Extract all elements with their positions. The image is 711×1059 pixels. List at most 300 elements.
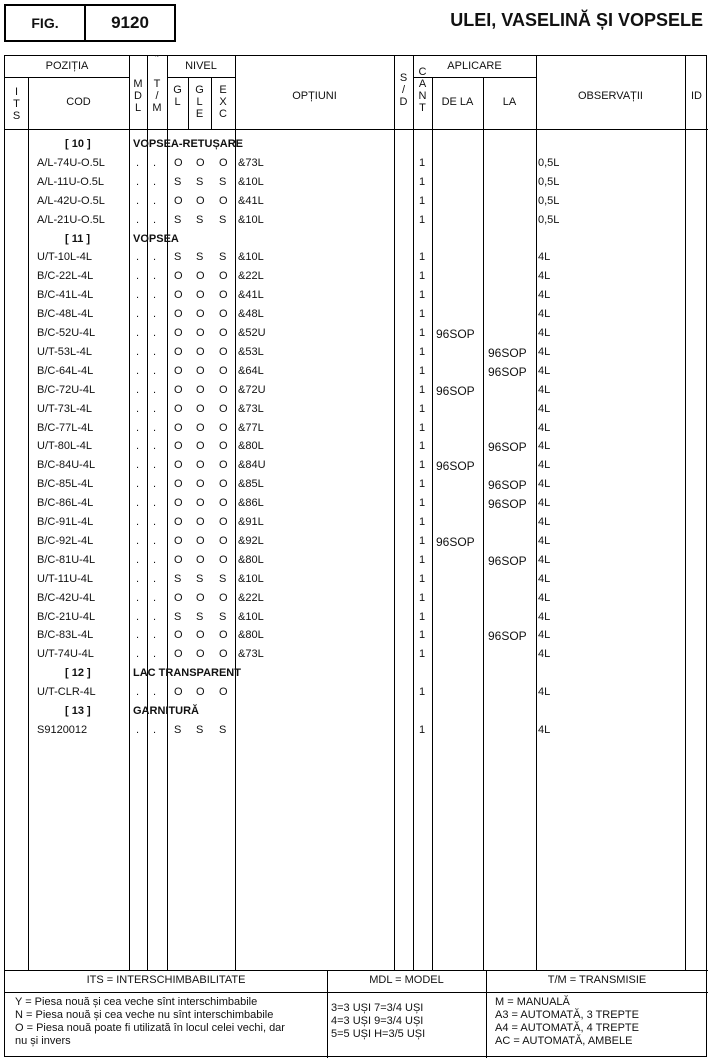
table-row (5, 626, 708, 644)
legend-mdl-line: 4=3 UȘI 9=3/4 UȘI (331, 1015, 424, 1027)
cell-gl: O (174, 459, 183, 472)
cell-mdl: . (136, 156, 140, 169)
legend-tm-line: A4 = AUTOMATĂ, 4 TREPTE (495, 1022, 639, 1034)
table-row (5, 437, 708, 455)
cell-cant: 1 (419, 534, 426, 547)
section-number: [ 11 ] (65, 232, 91, 245)
section-title: VOPSEA (133, 232, 179, 245)
header-sd: S / D (399, 72, 408, 108)
cell-gl: O (174, 440, 183, 453)
cell-tm: . (153, 440, 157, 453)
table-row (5, 645, 708, 663)
cell-observatii: 4L (538, 648, 551, 661)
cell-tm: . (153, 251, 157, 264)
legend-mdl-line: 5=5 UȘI H=3/5 UȘI (331, 1028, 426, 1040)
cell-gle: O (196, 591, 205, 604)
cell-gl: O (174, 345, 183, 358)
cell-cod: U/T-74U-4L (37, 648, 94, 661)
cell-gl: O (174, 629, 183, 642)
section-number: [ 13 ] (65, 705, 91, 717)
cell-optiuni: &77L (238, 421, 264, 434)
cell-gl: S (174, 610, 182, 623)
cell-la: 96SOP (488, 553, 527, 568)
cell-tm: . (153, 175, 157, 188)
cell-tm: . (153, 194, 157, 207)
cell-mdl: . (136, 194, 140, 207)
cell-cod: B/C-48L-4L (37, 308, 94, 321)
cell-cod: B/C-22L-4L (37, 270, 94, 283)
cell-optiuni: &10L (238, 213, 264, 226)
cell-exc: O (219, 553, 228, 566)
cell-observatii: 4L (538, 629, 551, 642)
cell-tm: . (153, 591, 157, 604)
cell-gl: S (174, 572, 182, 585)
cell-cant: 1 (419, 213, 426, 226)
parts-table (4, 55, 707, 1057)
cell-cant: 1 (419, 516, 426, 528)
cell-tm: . (153, 686, 157, 699)
cell-gl: O (174, 194, 183, 207)
cell-tm: . (153, 213, 157, 226)
cell-cant: 1 (419, 251, 426, 264)
cell-gle: O (196, 648, 205, 661)
cell-mdl: . (136, 270, 140, 283)
cell-cod: B/C-84U-4L (37, 459, 96, 472)
cell-gle: O (196, 289, 205, 302)
cell-cod: B/C-41L-4L (37, 289, 94, 302)
cell-gle: O (196, 327, 205, 339)
cell-exc: O (219, 648, 228, 661)
cell-exc: O (219, 383, 228, 396)
cell-cod: A/L-42U-O.5L (37, 194, 105, 207)
cell-tm: . (153, 629, 157, 642)
row-divider (5, 970, 708, 971)
cell-gl: S (174, 723, 182, 736)
table-row (5, 154, 708, 172)
cell-exc: O (219, 327, 228, 339)
cell-observatii: 0,5L (538, 156, 560, 169)
cell-mdl: . (136, 213, 140, 226)
cell-gl: O (174, 156, 183, 169)
cell-mdl: . (136, 421, 140, 434)
cell-cant: 1 (419, 440, 426, 453)
cell-gle: O (196, 345, 205, 358)
table-row (5, 248, 708, 266)
cell-tm: . (153, 553, 157, 566)
cell-cod: B/C-83L-4L (37, 629, 94, 642)
cell-cod: B/C-81U-4L (37, 553, 96, 566)
legend-tm-line: M = MANUALĂ (495, 996, 570, 1008)
table-row (5, 381, 708, 399)
cell-gl: S (174, 175, 182, 188)
table-row (5, 608, 708, 626)
cell-gle: O (196, 534, 205, 547)
table-row (5, 267, 708, 285)
table-row (5, 286, 708, 304)
cell-tm: . (153, 402, 157, 415)
legend-its-line: N = Piesa nouă și cea veche nu sînt interschimbabile (15, 1009, 274, 1021)
cell-cod: B/C-86L-4L (37, 497, 94, 510)
cell-de-la: 96SOP (436, 459, 475, 474)
cell-gl: O (174, 327, 183, 339)
cell-gle: O (196, 516, 205, 528)
cell-optiuni: &64L (238, 364, 264, 377)
cell-cant: 1 (419, 553, 426, 566)
cell-observatii: 4L (538, 610, 551, 623)
section-header-row (5, 664, 708, 682)
cell-gle: S (196, 723, 204, 736)
cell-mdl: . (136, 440, 140, 453)
table-row (5, 305, 708, 323)
table-row (5, 589, 708, 607)
table-row (5, 324, 708, 342)
cell-exc: O (219, 534, 228, 547)
section-header-row (5, 230, 708, 248)
cell-tm: . (153, 534, 157, 547)
cell-optiuni: &73L (238, 402, 264, 415)
cell-tm: . (153, 308, 157, 321)
cell-cod: B/C-91L-4L (37, 516, 94, 528)
cell-tm: . (153, 289, 157, 302)
cell-gle: O (196, 194, 205, 207)
cell-gl: O (174, 497, 183, 510)
cell-observatii: 4L (538, 516, 551, 528)
cell-exc: S (219, 251, 227, 264)
cell-de-la: 96SOP (436, 383, 475, 398)
header-gle: G L E (195, 84, 204, 120)
row-divider (5, 129, 708, 130)
legend-its-line: Y = Piesa nouă și cea veche sînt interschimbabile (15, 996, 258, 1008)
cell-cod: S9120012 (37, 723, 88, 736)
cell-exc: O (219, 629, 228, 642)
cell-mdl: . (136, 308, 140, 321)
cell-gl: O (174, 308, 183, 321)
cell-exc: O (219, 270, 228, 283)
cell-gle: S (196, 251, 204, 264)
cell-gle: O (196, 270, 205, 283)
cell-mdl: . (136, 629, 140, 642)
cell-mdl: . (136, 459, 140, 472)
cell-exc: O (219, 478, 228, 491)
cell-cant: 1 (419, 327, 426, 339)
cell-gl: O (174, 289, 183, 302)
cell-gle: O (196, 421, 205, 434)
cell-cod: U/T-11U-4L (37, 572, 94, 585)
cell-tm: . (153, 327, 157, 339)
header-tm-mark: ˜ (155, 54, 159, 66)
cell-exc: O (219, 421, 228, 434)
cell-cod: B/C-77L-4L (37, 421, 94, 434)
cell-gl: O (174, 516, 183, 528)
cell-mdl: . (136, 383, 140, 396)
cell-observatii: 4L (538, 686, 551, 699)
cell-observatii: 4L (538, 723, 551, 736)
cell-optiuni: &10L (238, 175, 264, 188)
cell-tm: . (153, 270, 157, 283)
cell-exc: O (219, 308, 228, 321)
cell-observatii: 4L (538, 534, 551, 547)
cell-gle: S (196, 610, 204, 623)
cell-cod: A/L-11U-O.5L (37, 175, 105, 188)
cell-optiuni: &91L (238, 516, 264, 528)
cell-mdl: . (136, 610, 140, 623)
header-observatii: OBSERVAȚII (577, 90, 643, 102)
cell-exc: O (219, 156, 228, 169)
header-aplicare: APLICARE (447, 60, 502, 72)
cell-cant: 1 (419, 364, 426, 377)
cell-mdl: . (136, 251, 140, 264)
cell-tm: . (153, 383, 157, 396)
cell-mdl: . (136, 516, 140, 528)
cell-gle: O (196, 156, 205, 169)
cell-cant: 1 (419, 686, 426, 699)
cell-mdl: . (136, 289, 140, 302)
cell-optiuni: &84U (238, 459, 266, 472)
cell-cod: A/L-74U-O.5L (37, 156, 105, 169)
cell-exc: O (219, 364, 228, 377)
cell-optiuni: &41L (238, 194, 264, 207)
header-optiuni: OPȚIUNI (292, 90, 337, 102)
legend-its-line: O = Piesa nouă poate fi utilizată în locul celei vechi, dar (15, 1022, 285, 1034)
legend-its-line: nu și invers (15, 1035, 71, 1047)
cell-gle: O (196, 308, 205, 321)
cell-observatii: 4L (538, 345, 551, 358)
legend-mdl-title: MDL = MODEL (369, 974, 444, 986)
legend-mdl (331, 1002, 425, 1041)
cell-cod: U/T-CLR-4L (37, 686, 96, 699)
cell-cant: 1 (419, 629, 426, 642)
legend-its (15, 996, 285, 1048)
cell-exc: O (219, 440, 228, 453)
table-row (5, 173, 708, 191)
table-row (5, 721, 708, 739)
cell-cod: U/T-53L-4L (37, 345, 93, 358)
cell-cant: 1 (419, 723, 426, 736)
table-row (5, 343, 708, 361)
table-row (5, 683, 708, 701)
cell-tm: . (153, 345, 157, 358)
cell-observatii: 4L (538, 591, 551, 604)
cell-cant: 1 (419, 289, 426, 302)
cell-cant: 1 (419, 194, 426, 207)
cell-cant: 1 (419, 383, 426, 396)
cell-mdl: . (136, 497, 140, 510)
cell-gle: O (196, 629, 205, 642)
cell-exc: O (219, 289, 228, 302)
cell-optiuni: &41L (238, 289, 264, 302)
header-cant: C A N T (418, 66, 427, 114)
row-divider (167, 77, 235, 78)
cell-gl: O (174, 478, 183, 491)
cell-exc: O (219, 194, 228, 207)
cell-cod: B/C-85L-4L (37, 478, 94, 491)
cell-cod: B/C-92L-4L (37, 534, 94, 547)
cell-tm: . (153, 459, 157, 472)
row-divider (5, 77, 129, 78)
cell-optiuni: &86L (238, 497, 264, 510)
cell-optiuni: &22L (238, 270, 264, 283)
cell-gle: O (196, 383, 205, 396)
header-mdl: M D L (133, 78, 143, 114)
cell-optiuni: &22L (238, 591, 264, 604)
cell-mdl: . (136, 364, 140, 377)
cell-mdl: . (136, 402, 140, 415)
cell-cod: B/C-42U-4L (37, 591, 96, 604)
table-row (5, 475, 708, 493)
cell-exc: S (219, 213, 227, 226)
header-tm: T / M (152, 78, 162, 114)
cell-cant: 1 (419, 308, 426, 321)
legend-mdl-line: 3=3 UȘI 7=3/4 UȘI (331, 1002, 424, 1014)
cell-mdl: . (136, 175, 140, 188)
cell-tm: . (153, 364, 157, 377)
cell-observatii: 4L (538, 308, 551, 321)
cell-gl: O (174, 534, 183, 547)
cell-mdl: . (136, 553, 140, 566)
cell-observatii: 0,5L (538, 194, 560, 207)
cell-optiuni: &73L (238, 156, 264, 169)
cell-tm: . (153, 516, 157, 528)
cell-exc: O (219, 516, 228, 528)
cell-optiuni: &53L (238, 345, 264, 358)
cell-observatii: 4L (538, 402, 551, 415)
cell-gl: O (174, 402, 183, 415)
cell-exc: S (219, 175, 227, 188)
cell-observatii: 4L (538, 459, 551, 472)
cell-exc: O (219, 686, 228, 699)
cell-la: 96SOP (488, 478, 527, 493)
cell-observatii: 4L (538, 553, 551, 566)
cell-observatii: 4L (538, 572, 551, 585)
cell-mdl: . (136, 686, 140, 699)
cell-gl: S (174, 213, 182, 226)
cell-observatii: 4L (538, 270, 551, 283)
section-title: VOPSEA-RETUȘARE (133, 138, 244, 150)
cell-mdl: . (136, 478, 140, 491)
cell-mdl: . (136, 345, 140, 358)
cell-gl: O (174, 383, 183, 396)
cell-observatii: 4L (538, 327, 551, 339)
legend-tm-title: T/M = TRANSMISIE (547, 974, 647, 986)
cell-gl: S (174, 251, 182, 264)
cell-observatii: 0,5L (538, 213, 560, 226)
table-row (5, 551, 708, 569)
cell-tm: . (153, 421, 157, 434)
table-row (5, 532, 708, 550)
cell-optiuni: &10L (238, 610, 264, 623)
cell-exc: S (219, 723, 227, 736)
cell-cant: 1 (419, 345, 426, 358)
cell-la: 96SOP (488, 629, 527, 644)
cell-tm: . (153, 478, 157, 491)
cell-tm: . (153, 648, 157, 661)
header-id: ID (691, 90, 702, 102)
cell-cant: 1 (419, 402, 426, 415)
cell-de-la: 96SOP (436, 327, 475, 341)
cell-gle: O (196, 402, 205, 415)
cell-cant: 1 (419, 648, 426, 661)
header-its: I T S (12, 86, 21, 122)
cell-observatii: 4L (538, 289, 551, 302)
cell-mdl: . (136, 534, 140, 547)
cell-gle: O (196, 364, 205, 377)
cell-tm: . (153, 497, 157, 510)
cell-observatii: 4L (538, 440, 551, 453)
cell-de-la: 96SOP (436, 534, 475, 549)
legend-tm-line: AC = AUTOMATĂ, AMBELE (495, 1035, 633, 1047)
header-la: LA (502, 96, 517, 108)
cell-exc: O (219, 345, 228, 358)
cell-tm: . (153, 723, 157, 736)
section-header-row (5, 135, 708, 153)
cell-gle: O (196, 459, 205, 472)
cell-optiuni: &80L (238, 629, 264, 642)
cell-gle: O (196, 497, 205, 510)
cell-exc: O (219, 459, 228, 472)
cell-cod: B/C-21U-4L (37, 610, 96, 623)
fig-number: 9120 (111, 13, 149, 32)
section-header-row (5, 702, 708, 720)
cell-optiuni: &92L (238, 534, 264, 547)
cell-observatii: 0,5L (538, 175, 560, 188)
cell-cant: 1 (419, 421, 426, 434)
cell-cod: U/T-10L-4L (37, 251, 93, 264)
cell-gle: S (196, 175, 204, 188)
cell-cant: 1 (419, 270, 426, 283)
cell-la: 96SOP (488, 497, 527, 512)
cell-optiuni: &10L (238, 251, 264, 264)
table-row (5, 513, 708, 531)
cell-observatii: 4L (538, 251, 551, 264)
cell-observatii: 4L (538, 383, 551, 396)
header-de-la: DE LA (441, 96, 474, 108)
cell-cant: 1 (419, 610, 426, 623)
cell-cod: B/C-64L-4L (37, 364, 94, 377)
cell-la: 96SOP (488, 345, 527, 360)
header-gl: G L (173, 84, 182, 108)
table-row (5, 192, 708, 210)
cell-exc: O (219, 402, 228, 415)
cell-gl: O (174, 364, 183, 377)
legend-tm-line: A3 = AUTOMATĂ, 3 TREPTE (495, 1009, 639, 1021)
cell-cant: 1 (419, 478, 426, 491)
cell-exc: O (219, 591, 228, 604)
cell-optiuni: &85L (238, 478, 264, 491)
cell-mdl: . (136, 327, 140, 339)
cell-observatii: 4L (538, 364, 551, 377)
cell-gle: S (196, 213, 204, 226)
section-title: GARNITURĂ (133, 705, 199, 717)
cell-observatii: 4L (538, 478, 551, 491)
cell-observatii: 4L (538, 497, 551, 510)
legend-its-title: ITS = INTERSCHIMBABILITATE (86, 974, 246, 986)
cell-cod: U/T-73L-4L (37, 402, 93, 415)
cell-gle: O (196, 440, 205, 453)
cell-cant: 1 (419, 175, 426, 188)
header-pozitia: POZIȚIA (45, 60, 89, 72)
cell-exc: S (219, 610, 227, 623)
cell-mdl: . (136, 723, 140, 736)
cell-gle: O (196, 686, 205, 699)
cell-la: 96SOP (488, 440, 527, 455)
cell-exc: S (219, 572, 227, 585)
section-title: LAC TRANSPARENT (133, 667, 241, 680)
cell-la: 96SOP (488, 364, 527, 379)
cell-cant: 1 (419, 497, 426, 510)
table-row (5, 456, 708, 474)
cell-optiuni: &48L (238, 308, 264, 321)
cell-cod: B/C-72U-4L (37, 383, 96, 396)
